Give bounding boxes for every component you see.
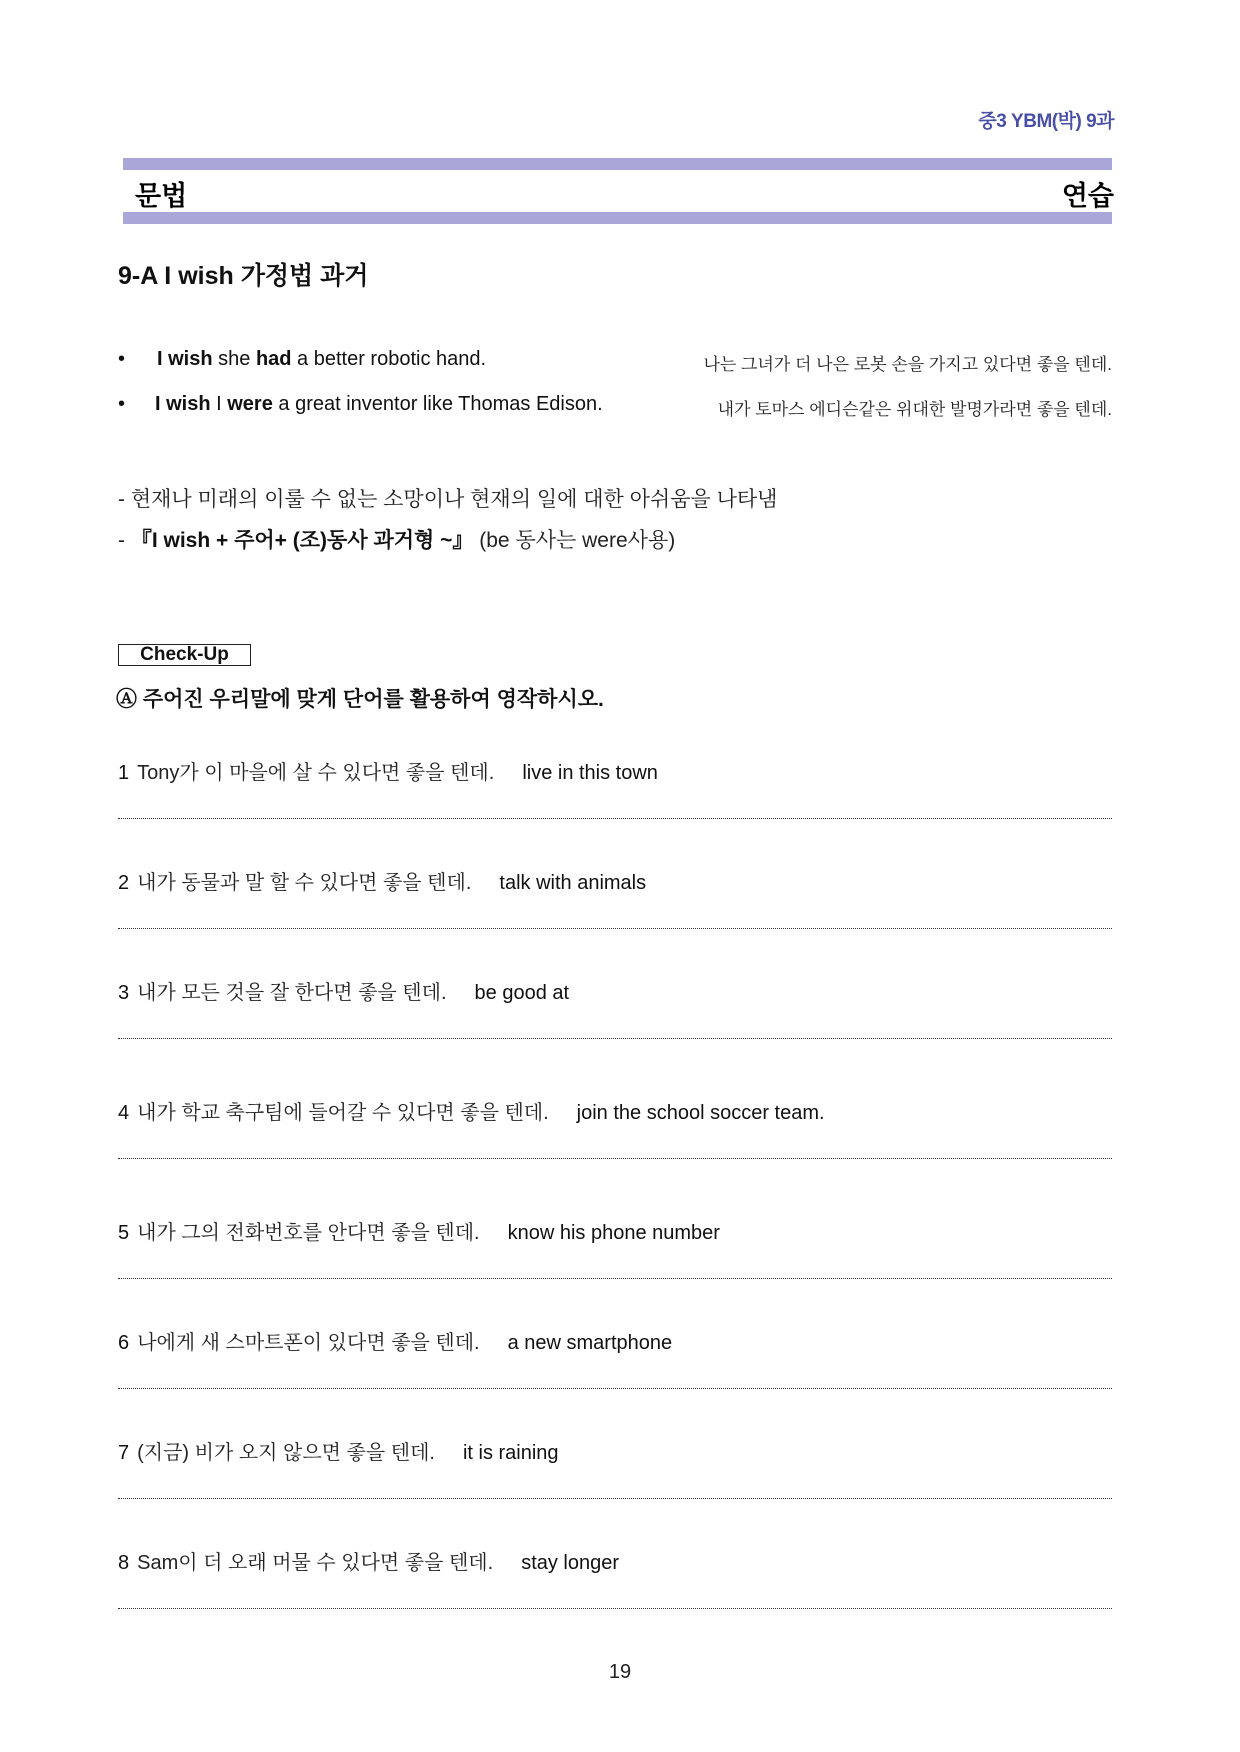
answer-line[interactable]	[118, 1388, 1112, 1389]
question-number: 5	[118, 1222, 130, 1244]
question-korean: 내가 학교 축구팀에 들어갈 수 있다면 좋을 텐데.	[137, 1102, 549, 1124]
example-text-part: she	[212, 348, 256, 370]
answer-line[interactable]	[118, 1278, 1112, 1279]
header-title-grammar: 문법	[135, 181, 188, 211]
question-hint: it is raining	[462, 1442, 559, 1464]
example-translation: 내가 토마스 에디슨같은 위대한 발명가라면 좋을 텐데.	[717, 400, 1112, 419]
question-number: 3	[118, 982, 130, 1004]
note-prefix: -	[118, 529, 131, 552]
example-sentence	[118, 348, 1112, 378]
question-item	[118, 1326, 1112, 1355]
answer-line[interactable]	[118, 928, 1112, 929]
example-translation: 나는 그녀가 더 나은 로봇 손을 가지고 있다면 좋을 텐데.	[703, 355, 1112, 374]
page-number: 19	[608, 1661, 632, 1683]
course-label: 중3 YBM(박) 9과	[978, 111, 1114, 132]
example-bold-part: were	[227, 393, 273, 415]
grammar-note-usage: - 현재나 미래의 이룰 수 없는 소망이나 현재의 일에 대한 아쉬움을 나타냄	[118, 488, 778, 511]
example-bold-part: I wish	[157, 348, 213, 370]
example-english	[157, 348, 486, 371]
exercise-instruction: Ⓐ 주어진 우리말에 맞게 단어를 활용하여 영작하시오.	[116, 688, 604, 711]
question-item	[118, 1216, 1112, 1245]
question-number: 1	[118, 762, 130, 784]
question-hint: know his phone number	[507, 1222, 720, 1244]
question-item	[118, 866, 1112, 895]
question-hint: a new smartphone	[507, 1332, 673, 1354]
question-number: 6	[118, 1332, 130, 1354]
question-hint: stay longer	[521, 1552, 620, 1574]
question-korean: 내가 동물과 말 할 수 있다면 좋을 텐데.	[137, 872, 472, 894]
answer-line[interactable]	[118, 1498, 1112, 1499]
question-korean: (지금) 비가 오지 않으면 좋을 텐데.	[137, 1442, 435, 1464]
question-hint: join the school soccer team.	[576, 1102, 825, 1124]
header-bar-top	[123, 158, 1112, 170]
answer-line[interactable]	[118, 818, 1112, 819]
note-formula: 『I wish + 주어+ (조)동사 과거형 ~』	[130, 529, 474, 552]
example-sentence	[118, 393, 1112, 423]
example-text-part: I	[210, 393, 228, 415]
example-text-part: a great inventor like Thomas Edison.	[272, 393, 603, 415]
example-bold-part: had	[255, 348, 292, 370]
question-item	[118, 976, 1112, 1005]
question-number: 2	[118, 872, 130, 894]
example-text-part: a better robotic hand.	[291, 348, 487, 370]
question-hint: live in this town	[522, 762, 658, 784]
bullet-icon: •	[118, 348, 126, 370]
bullet-icon: •	[118, 393, 126, 415]
example-english	[155, 393, 603, 416]
question-korean: Sam이 더 오래 머물 수 있다면 좋을 텐데.	[137, 1552, 494, 1574]
question-korean: 내가 그의 전화번호를 안다면 좋을 텐데.	[137, 1222, 480, 1244]
question-hint: talk with animals	[499, 872, 647, 894]
note-remark: (be 동사는 were사용)	[473, 529, 676, 552]
grammar-note-form	[118, 524, 675, 554]
question-korean: Tony가 이 마을에 살 수 있다면 좋을 텐데.	[137, 762, 495, 784]
checkup-label: Check-Up	[118, 644, 251, 666]
question-item	[118, 756, 1112, 785]
question-item	[118, 1096, 1112, 1125]
example-bold-part: I wish	[155, 393, 211, 415]
question-korean: 나에게 새 스마트폰이 있다면 좋을 텐데.	[137, 1332, 480, 1354]
question-item	[118, 1436, 1112, 1465]
question-hint: be good at	[474, 982, 570, 1004]
question-number: 7	[118, 1442, 130, 1464]
header-bar-bottom	[123, 212, 1112, 224]
answer-line[interactable]	[118, 1158, 1112, 1159]
answer-line[interactable]	[118, 1608, 1112, 1609]
header-title-practice: 연습	[1061, 181, 1114, 211]
question-number: 4	[118, 1102, 130, 1124]
question-korean: 내가 모든 것을 잘 한다면 좋을 텐데.	[137, 982, 447, 1004]
answer-line[interactable]	[118, 1038, 1112, 1039]
question-item	[118, 1546, 1112, 1575]
section-title: 9-A I wish 가정법 과거	[118, 262, 369, 290]
question-number: 8	[118, 1552, 130, 1574]
